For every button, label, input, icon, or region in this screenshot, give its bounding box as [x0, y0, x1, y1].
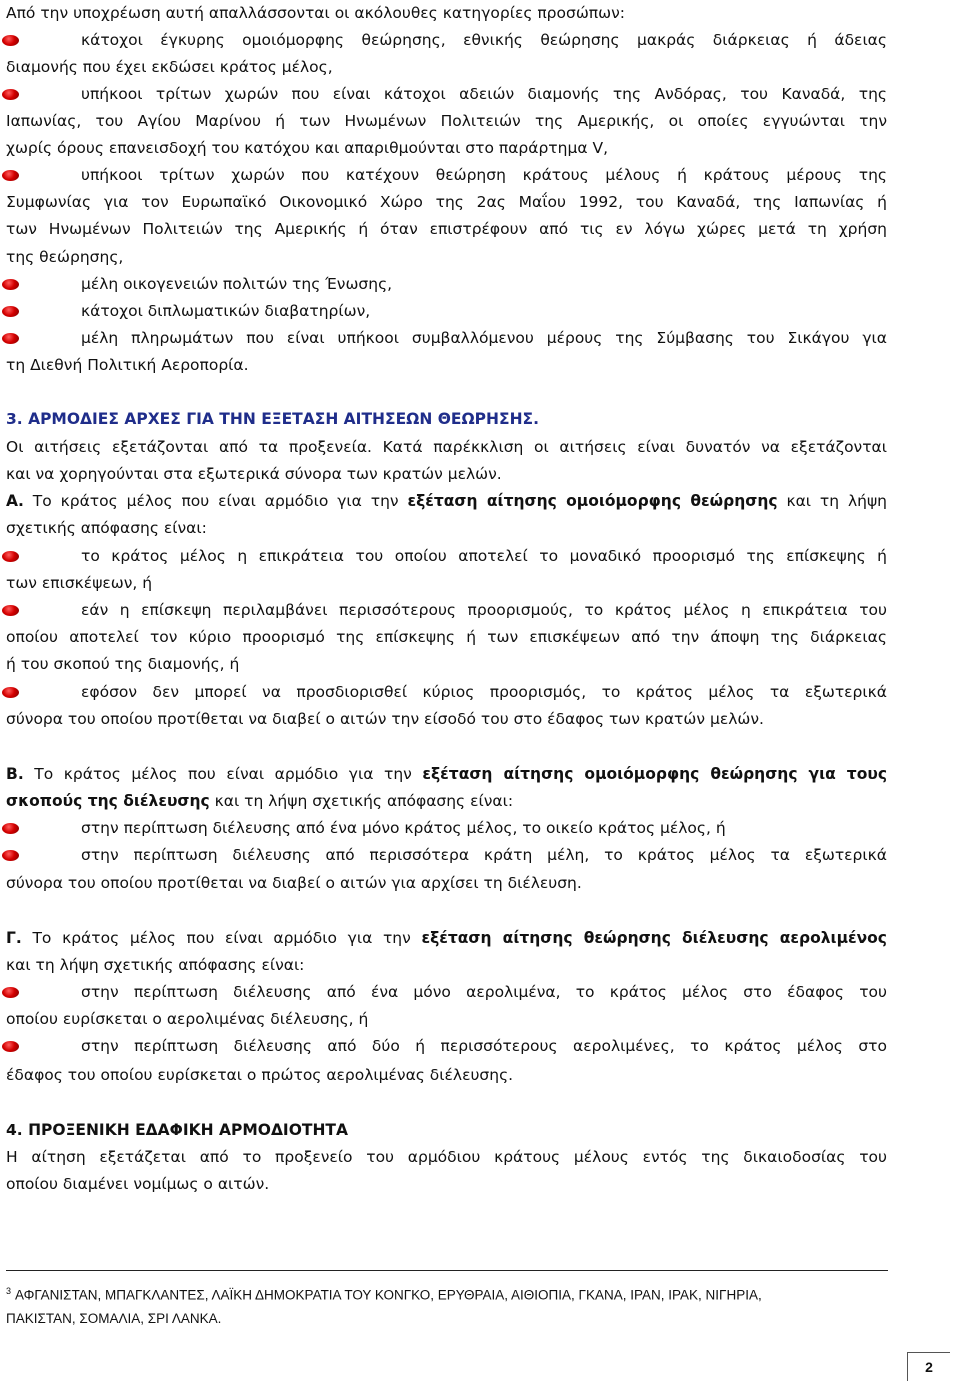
section-4-para-line-2: οποίου διαμένει νομίμως ο αιτών.	[6, 1175, 270, 1193]
exemption-3-line-2: Συμφωνίας για τον Ευρωπαϊκό Οικονομικό Χώρο της 2ας Μαΐου 1992, του Καναδά, της Ιαπωνίας ή	[6, 193, 887, 211]
subsection-a-line-1: Α. Το κράτος μέλος που είναι αρμόδιο για την εξέταση αίτησης ομοιόμορφης θεώρησης και τη λήψη	[6, 492, 888, 510]
section-4-heading: 4. ΠΡΟΞΕΝΙΚΗ ΕΔΑΦΙΚΗ ΑΡΜΟΔΙΟΤΗΤΑ	[6, 1121, 348, 1139]
exemption-6-line-2: τη Διεθνή Πολιτική Αεροπορία.	[6, 356, 249, 374]
footnote-divider	[6, 1270, 888, 1271]
exemption-5-line-1: κάτοχοι διπλωματικών διαβατηρίων,	[81, 302, 371, 320]
subsection-g-item-1-line-2: οποίου ευρίσκεται ο αερολιμένας διέλευσης, ή	[6, 1010, 369, 1028]
subsection-g-item-2-line-2: έδαφος του οποίου ευρίσκεται ο πρώτος αερολιμένας διέλευσης.	[6, 1066, 514, 1084]
subsection-a-item-2-line-1: εάν η επίσκεψη περιλαμβάνει περισσότερους προορισμούς, το κράτος μέλος η επικράτεια του	[81, 601, 887, 619]
exemption-1-line-1: κάτοχοι έγκυρης ομοιόμορφης θεώρησης, εθνικής θεώρησης μακράς διάρκειας ή άδειας	[81, 31, 887, 49]
subsection-b-line-1: Β. Το κράτος μέλος που είναι αρμόδιο για την εξέταση αίτησης ομοιόμορφης θεώρησης για τους	[6, 765, 888, 783]
intro-text: Από την υποχρέωση αυτή απαλλάσσονται οι ακόλουθες κατηγορίες προσώπων:	[6, 4, 626, 22]
subsection-g-item-1-line-1: στην περίπτωση διέλευσης από ένα μόνο αερολιμένα, το κράτος μέλος στο έδαφος του	[81, 983, 887, 1001]
subsection-a-item-3-line-1: εφόσον δεν μπορεί να προσδιορισθεί κύριος προορισμός, το κράτος μέλος τα εξωτερικά	[81, 683, 887, 701]
exemption-6-line-1: μέλη πληρωμάτων που είναι υπήκοοι συμβαλλόμενου μέρους της Σύμβασης του Σικάγου για	[81, 329, 887, 347]
footnote-line-1: ΑΦΓΑΝΙΣΤΑΝ, ΜΠΑΓΚΛΑΝΤΕΣ, ΛΑΪΚΗ ΔΗΜΟΚΡΑΤΙΑ ΤΟΥ ΚΟΝΓΚΟ, ΕΡΥΘΡΑΙΑ, ΑΙΘΙΟΠΙΑ, ΓΚΑΝΑ, ΙΡΑΝ, ΙΡΑΚ, ΝΙΓΗΡΙΑ,	[15, 1287, 762, 1303]
subsection-a-line-2: σχετικής απόφασης είναι:	[6, 519, 207, 537]
subsection-b-item-1-line-1: στην περίπτωση διέλευσης από ένα μόνο κράτος μέλος, το οικείο κράτος μέλος, ή	[81, 819, 726, 837]
subsection-b-item-2-line-1: στην περίπτωση διέλευσης από περισσότερα κράτη μέλη, το κράτος μέλος τα εξωτερικά	[81, 846, 887, 864]
subsection-a-item-2-line-2: οποίου αποτελεί τον κύριο προορισμό της επίσκεψης ή των επισκέψεων από την άποψη της διάρκειας	[6, 628, 887, 646]
exemption-2-line-1: υπήκοοι τρίτων χωρών που είναι κάτοχοι αδειών διαμονής της Ανδόρας, του Καναδά, της	[81, 85, 887, 103]
exemption-3-line-1: υπήκοοι τρίτων χωρών που κατέχουν θεώρηση κράτους μέλους ή κράτους μέρους της	[81, 166, 887, 184]
footnote-mark: 3	[6, 1286, 12, 1296]
subsection-g-line-2: και τη λήψη σχετικής απόφασης είναι:	[6, 956, 305, 974]
subsection-a-item-1-line-2: των επισκέψεων, ή	[6, 574, 153, 592]
subsection-a-letter: Α.	[6, 492, 24, 510]
section-3-heading: 3. ΑΡΜΟΔΙΕΣ ΑΡΧΕΣ ΓΙΑ ΤΗΝ ΕΞΕΤΑΣΗ ΑΙΤΗΣΕΩΝ ΘΕΩΡΗΣΗΣ.	[6, 410, 540, 428]
subsection-g-item-2-line-1: στην περίπτωση διέλευσης από δύο ή περισσότερους αερολιμένες, το κράτος μέλος στο	[81, 1037, 887, 1055]
section-4-para-line-1: Η αίτηση εξετάζεται από το προξενείο του αρμόδιου κράτους μέλους εντός της δικαιοδοσίας του	[6, 1148, 887, 1166]
section-3-para-line-1: Οι αιτήσεις εξετάζονται από τα προξενεία. Κατά παρέκκλιση οι αιτήσεις είναι δυνατόν να εξετάζονται	[6, 438, 887, 456]
subsection-b-letter: Β.	[6, 765, 24, 783]
footnote	[6, 1280, 887, 1330]
exemption-4-line-1: μέλη οικογενειών πολιτών της Ένωσης,	[81, 275, 393, 293]
footnote-line-2: ΠΑΚΙΣΤΑΝ, ΣΟΜΑΛΙΑ, ΣΡΙ ΛΑΝΚΑ.	[6, 1310, 222, 1326]
exemption-2-line-3: χωρίς όρους επανεισδοχή του κατόχου και απαριθμούνται στο παράρτημα V,	[6, 139, 609, 157]
subsection-a-item-1-line-1: το κράτος μέλος η επικράτεια του οποίου αποτελεί το μοναδικό προορισμό της επίσκεψης ή	[81, 547, 887, 565]
page-number: 2	[907, 1352, 950, 1381]
exemption-3-line-4: της θεώρησης,	[6, 248, 124, 266]
exemption-1-line-2: διαμονής που έχει εκδώσει κράτος μέλος,	[6, 58, 333, 76]
subsection-g-line-1: Γ. Το κράτος μέλος που είναι αρμόδιο για την εξέταση αίτησης θεώρησης διέλευσης αερολιμένος	[6, 929, 887, 947]
subsection-g-letter: Γ.	[6, 929, 22, 947]
subsection-a-item-3-line-2: σύνορα του οποίου προτίθεται να διαβεί ο αιτών την είσοδό του στο έδαφος των κρατών μελών.	[6, 710, 764, 728]
exemption-3-line-3: των Ηνωμένων Πολιτειών της Αμερικής ή όταν επιστρέφουν από τις εν λόγω χώρες μετά τη χρήση	[6, 220, 887, 238]
exemption-2-line-2: Ιαπωνίας, του Αγίου Μαρίνου ή των Ηνωμένων Πολιτειών της Αμερικής, οι οποίες εγγυώνται την	[6, 112, 887, 130]
subsection-b-line-2: σκοπούς της διέλευσης και τη λήψη σχετικής απόφασης είναι:	[6, 792, 514, 810]
subsection-b-item-2-line-2: σύνορα του οποίου προτίθεται να διαβεί ο αιτών για αρχίσει τη διέλευση.	[6, 874, 582, 892]
subsection-a-item-2-line-3: ή του σκοπού της διαμονής, ή	[6, 655, 240, 673]
section-3-para-line-2: και να χορηγούνται στα εξωτερικά σύνορα των κρατών μελών.	[6, 465, 502, 483]
